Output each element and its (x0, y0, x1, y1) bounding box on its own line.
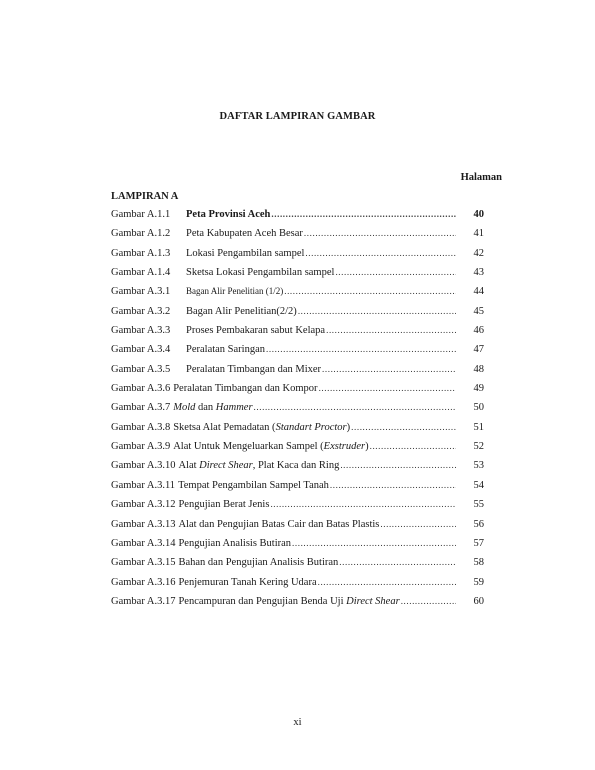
figure-title-part: Bagan Alir Penelitian (1/2) (186, 286, 284, 297)
toc-entry (111, 325, 456, 336)
toc-row (111, 460, 484, 479)
figure-page-number: 60 (473, 595, 484, 607)
section-heading: LAMPIRAN A (111, 191, 179, 202)
figure-page-number: 48 (473, 363, 484, 375)
figure-title-part: Proses Pembakaran sabut Kelapa (186, 325, 326, 337)
figure-page-number: 51 (473, 421, 484, 433)
figure-title (186, 228, 303, 239)
dot-leader (339, 557, 456, 567)
figure-page-number: 52 (473, 441, 484, 453)
toc-row (111, 519, 484, 538)
toc-entry (111, 344, 456, 355)
toc-row (111, 480, 484, 499)
figure-title-part: Mold (173, 402, 196, 414)
figure-title-part: Alat Untuk Mengeluarkan Sampel ( (173, 441, 324, 453)
dot-leader (380, 519, 456, 529)
dot-leader (305, 248, 456, 258)
toc-row (111, 344, 484, 363)
toc-row (111, 441, 484, 460)
figure-title (178, 538, 291, 549)
figure-code: Gambar A.3.4 (111, 344, 171, 356)
toc-entry (111, 364, 456, 375)
dot-leader (319, 383, 456, 393)
figure-code: Gambar A.3.7 (111, 402, 171, 414)
figure-title (178, 577, 316, 588)
figure-code: Gambar A.3.11 (111, 479, 176, 491)
toc-entry (111, 596, 456, 607)
toc-entry (111, 306, 456, 317)
figure-code: Gambar A.1.3 (111, 247, 171, 259)
figure-page-number: 49 (473, 383, 484, 395)
figure-title-part: Alat (178, 460, 200, 472)
dot-leader (401, 596, 456, 606)
figure-title (178, 480, 329, 491)
toc-entry (111, 499, 456, 510)
toc-entry (111, 577, 456, 588)
figure-code: Gambar A.3.15 (111, 557, 176, 569)
figure-title-part: Peralatan Timbangan dan Mixer (186, 363, 322, 375)
dot-leader (292, 538, 456, 548)
figure-title (186, 248, 304, 259)
toc-entry (111, 228, 456, 239)
dot-leader (322, 364, 456, 374)
toc-row (111, 228, 484, 247)
figure-code: Gambar A.3.3 (111, 325, 171, 337)
figure-title-part: dan (195, 402, 216, 414)
figure-title (178, 499, 269, 510)
toc-entry (111, 383, 456, 394)
dot-leader (298, 306, 456, 316)
figure-code: Gambar A.1.2 (111, 228, 171, 240)
figure-code: Gambar A.3.8 (111, 421, 171, 433)
figure-code: Gambar A.3.12 (111, 499, 176, 511)
figure-list (111, 209, 484, 615)
figure-title-part: Alat dan Pengujian Batas Cair dan Batas Plastis (178, 518, 380, 530)
toc-row (111, 383, 484, 402)
figure-page-number: 58 (473, 557, 484, 569)
toc-entry (111, 267, 456, 278)
figure-title (186, 267, 334, 278)
figure-code: Gambar A.3.17 (111, 595, 176, 607)
figure-page-number: 40 (473, 209, 484, 220)
figure-title (186, 364, 321, 375)
page-number: xi (293, 717, 302, 728)
figure-title (173, 402, 252, 413)
dot-leader (254, 402, 456, 412)
figure-page-number: 43 (473, 267, 484, 279)
dot-leader (330, 480, 456, 490)
toc-entry (111, 519, 456, 530)
figure-title-part: Lokasi Pengambilan sampel (186, 247, 305, 259)
figure-title (178, 557, 338, 568)
toc-row (111, 267, 484, 286)
figure-title (173, 422, 350, 433)
figure-title (173, 383, 317, 394)
toc-row (111, 499, 484, 518)
toc-row (111, 248, 484, 267)
figure-page-number: 54 (473, 479, 484, 491)
toc-entry (111, 209, 456, 220)
dot-leader (318, 577, 456, 587)
figure-title (178, 596, 399, 607)
figure-page-number: 57 (473, 537, 484, 549)
figure-title-part: Pencampuran dan Pengujian Benda Uji (178, 595, 347, 607)
toc-row (111, 557, 484, 576)
toc-row (111, 364, 484, 383)
figure-title-part: Bagan Alir Penelitian(2/2) (186, 305, 297, 317)
toc-entry (111, 538, 456, 549)
figure-title-part: Bahan dan Pengujian Analisis Butiran (178, 557, 339, 569)
toc-row (111, 325, 484, 344)
toc-row (111, 306, 484, 325)
toc-entry (111, 460, 456, 471)
figure-page-number: 55 (473, 499, 484, 511)
figure-title-part: Peta Provinsi Aceh (186, 209, 271, 220)
toc-row (111, 538, 484, 557)
page-column-header: Halaman (460, 172, 502, 183)
figure-title-part: Direct Shear (346, 595, 400, 607)
toc-row (111, 209, 484, 228)
dot-leader (270, 499, 456, 509)
figure-page-number: 46 (473, 325, 484, 337)
dot-leader (340, 460, 456, 470)
figure-title (178, 460, 339, 471)
figure-code: Gambar A.3.6 (111, 383, 171, 395)
figure-code: Gambar A.3.5 (111, 363, 171, 375)
dot-leader (326, 325, 456, 335)
dot-leader (351, 422, 456, 432)
figure-title-part: , Plat Kaca dan Ring (252, 460, 340, 472)
dot-leader (304, 228, 456, 238)
page-title: DAFTAR LAMPIRAN GAMBAR (219, 111, 376, 122)
dot-leader (271, 209, 456, 219)
toc-row (111, 577, 484, 596)
figure-title (173, 441, 368, 452)
figure-title-part: Sketsa Alat Pemadatan ( (173, 421, 276, 433)
figure-code: Gambar A.1.4 (111, 267, 171, 279)
figure-title-part: Peralatan Saringan (186, 344, 266, 356)
figure-title-part: Exstruder (323, 441, 366, 453)
toc-entry (111, 441, 456, 452)
figure-page-number: 45 (473, 305, 484, 317)
toc-entry (111, 248, 456, 259)
figure-code: Gambar A.1.1 (111, 209, 171, 220)
toc-entry (111, 402, 456, 413)
dot-leader (284, 286, 456, 296)
figure-page-number: 59 (473, 576, 484, 588)
figure-page-number: 42 (473, 247, 484, 259)
toc-row (111, 596, 484, 615)
figure-code: Gambar A.3.13 (111, 518, 176, 530)
toc-entry (111, 480, 456, 491)
figure-code: Gambar A.3.9 (111, 441, 171, 453)
figure-page-number: 53 (473, 460, 484, 472)
figure-title (186, 209, 270, 220)
toc-row (111, 422, 484, 441)
dot-leader (335, 267, 456, 277)
toc-entry (111, 286, 456, 297)
figure-title-part: Penjemuran Tanah Kering Udara (178, 576, 317, 588)
toc-entry (111, 557, 456, 568)
figure-title-part: Tempat Pengambilan Sampel Tanah (178, 479, 329, 491)
figure-title (186, 306, 297, 317)
figure-title-part: ) (346, 421, 351, 433)
figure-title (186, 286, 283, 296)
figure-code: Gambar A.3.2 (111, 305, 171, 317)
figure-title-part: ) (365, 441, 369, 453)
figure-page-number: 47 (473, 344, 484, 356)
figure-title (186, 325, 325, 336)
figure-title (186, 344, 265, 355)
figure-page-number: 44 (473, 286, 484, 298)
figure-title-part: Standart Proctor (275, 421, 347, 433)
figure-title-part: Peralatan Timbangan dan Kompor (173, 383, 318, 395)
figure-title-part: Pengujian Analisis Butiran (178, 537, 292, 549)
figure-code: Gambar A.3.14 (111, 537, 176, 549)
figure-title-part: Pengujian Berat Jenis (178, 499, 270, 511)
toc-row (111, 402, 484, 421)
figure-title (178, 519, 379, 530)
dot-leader (370, 441, 456, 451)
figure-title-part: Peta Kabupaten Aceh Besar (186, 228, 303, 240)
figure-page-number: 50 (473, 402, 484, 414)
figure-title-part: Sketsa Lokasi Pengambilan sampel (186, 267, 335, 279)
toc-entry (111, 422, 456, 433)
figure-page-number: 41 (473, 228, 484, 240)
figure-code: Gambar A.3.16 (111, 576, 176, 588)
figure-title-part: Hammer (215, 402, 253, 414)
dot-leader (266, 344, 456, 354)
figure-code: Gambar A.3.1 (111, 286, 171, 298)
figure-title-part: Direct Shear (199, 460, 253, 472)
toc-row (111, 286, 484, 305)
figure-page-number: 56 (473, 518, 484, 530)
figure-code: Gambar A.3.10 (111, 460, 176, 472)
